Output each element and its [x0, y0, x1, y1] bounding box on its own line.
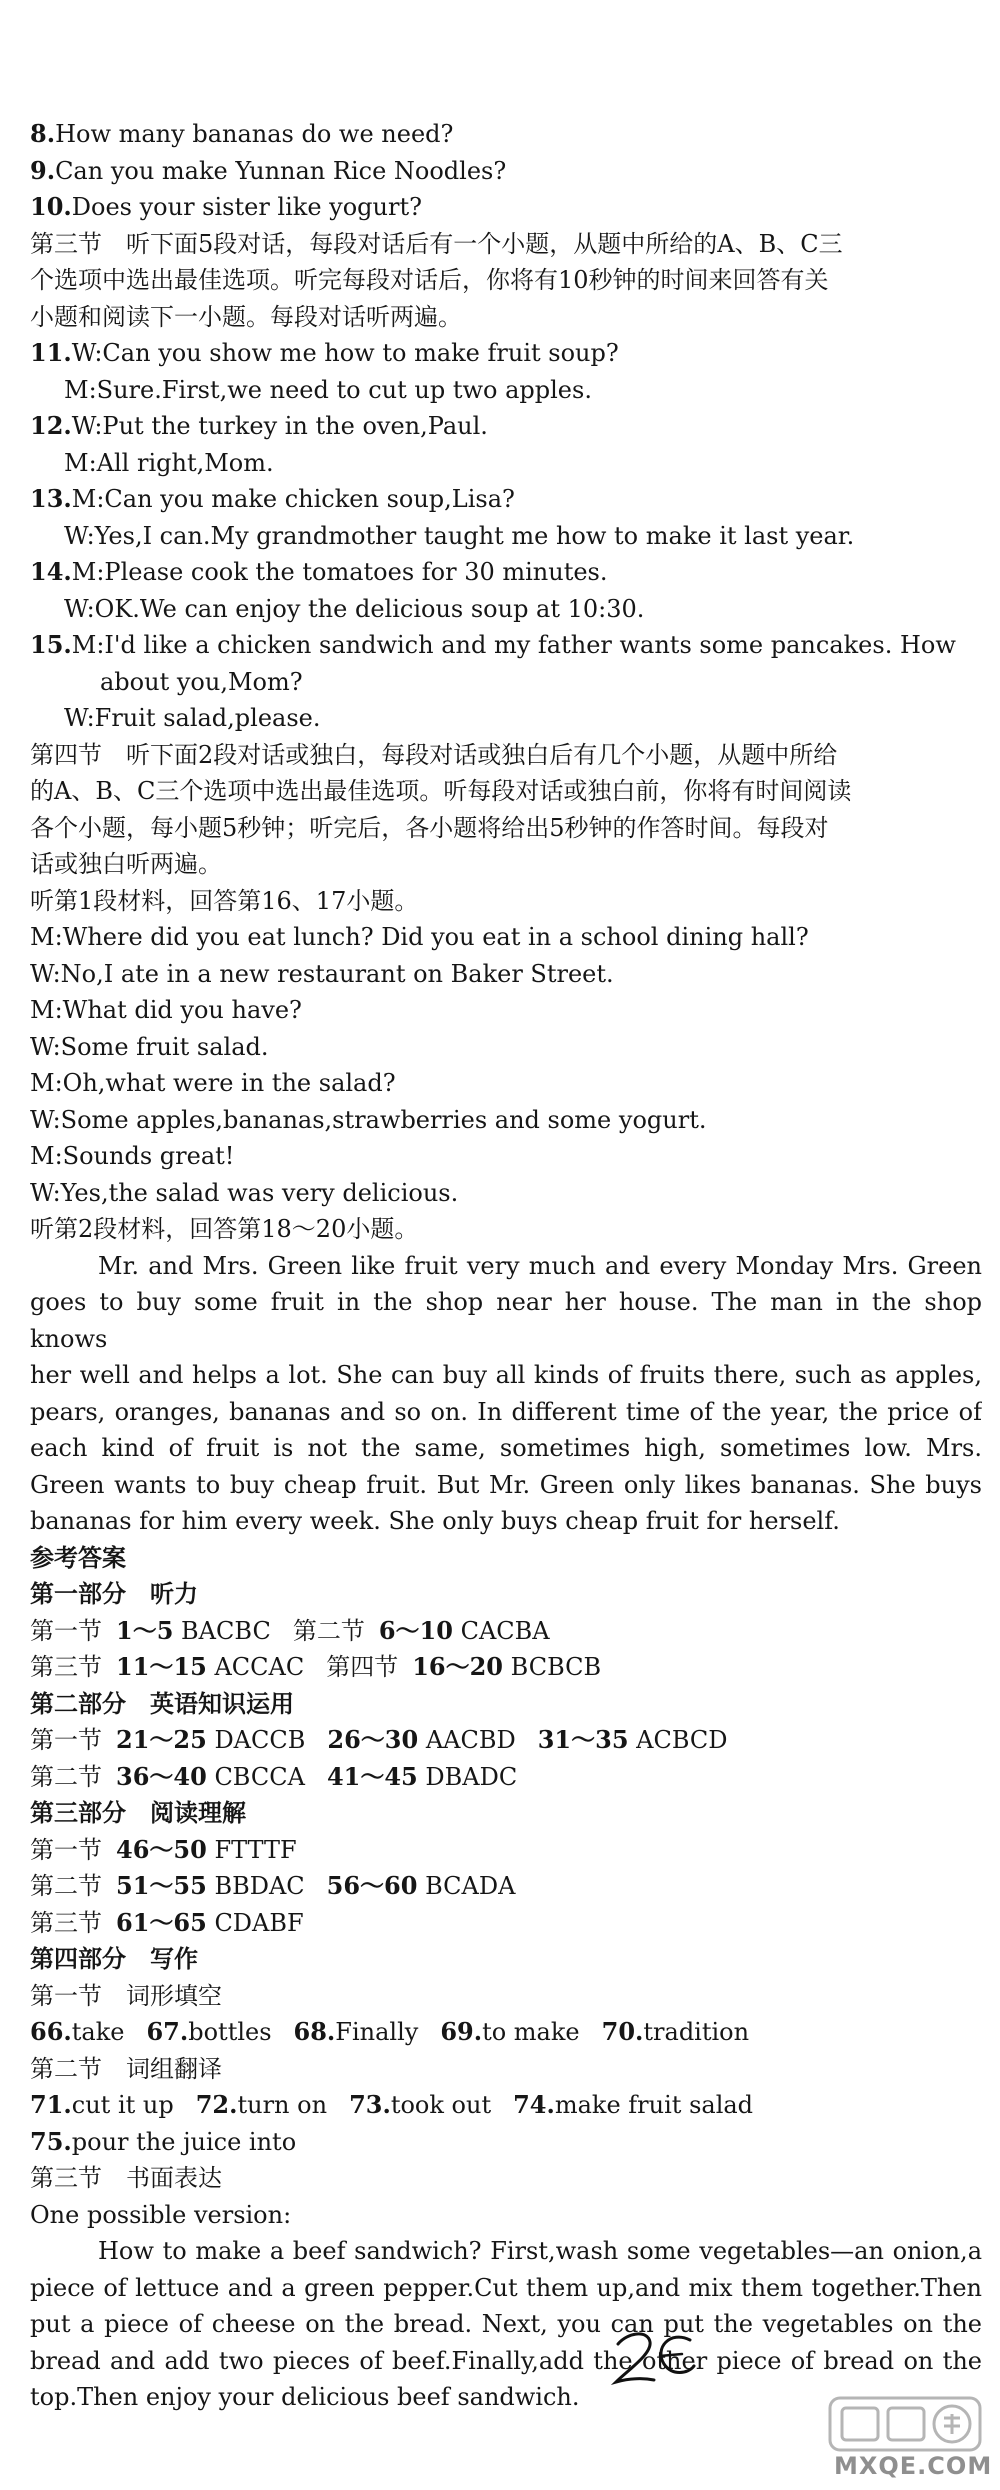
- site-watermark: [822, 2392, 992, 2484]
- material-2-line: Mr. and Mrs. Green like fruit very much and every Monday Mrs. Green: [98, 1251, 982, 1280]
- question-text: Does your sister like yogurt?: [71, 193, 422, 221]
- answer-number: 67.: [146, 2017, 189, 2046]
- dialogue-15-line-2: W:Fruit salad,please.: [64, 704, 321, 732]
- question-number: 13.: [30, 484, 72, 513]
- material-2-line: Green wants to buy cheap fruit. But Mr. Green only likes bananas. She buys: [30, 1470, 982, 1499]
- question-number: 9.: [30, 155, 56, 185]
- question-number: 10.: [30, 192, 72, 221]
- dialogue-11-line-2: M:Sure.First,we need to cut up two apples.: [64, 375, 592, 404]
- dialogue-15-line-1: [30, 627, 982, 664]
- answer-code: DBADC: [425, 1762, 518, 1791]
- material-1-line: M:Sounds great!: [30, 1142, 235, 1170]
- material-1-heading: 听第1段材料，回答第16、17小题。: [30, 886, 419, 915]
- writing-section-2-heading: [30, 2051, 982, 2088]
- section-label: 第三节: [30, 1908, 102, 1937]
- material-1-line: M:Where did you eat lunch? Did you eat in a school dining hall?: [30, 923, 809, 951]
- essay-line: How to make a beef sandwich? First,wash some vegetables—an onion,a: [98, 2237, 982, 2265]
- material-2-line: each kind of fruit is not the same, sometimes high, sometimes low. Mrs.: [30, 1434, 982, 1462]
- answer-row: [30, 1868, 982, 1905]
- section3-instruction-line: 小题和阅读下一小题。每段对话听两遍。: [30, 302, 462, 331]
- dialogue-12-line-2: M:All right,Mom.: [64, 448, 274, 477]
- section3-instruction-line: 第三节 听下面5段对话，每段对话后有一个小题，从题中所给的A、B、C三: [30, 229, 843, 258]
- material-2-line: goes to buy some fruit in the shop near her house. The man in the shop knows: [30, 1288, 982, 1353]
- answer-code: FTTTF: [214, 1835, 297, 1864]
- section-label: 第四节: [326, 1653, 399, 1681]
- question-number: 11.: [30, 338, 72, 367]
- section4-instruction-line: 各个小题，每小题5秒钟；听完后，各小题将给出5秒钟的作答时间。每段对: [30, 813, 829, 842]
- question-8: [30, 116, 982, 153]
- essay-line: piece of lettuce and a green pepper.Cut them up,and mix them together.Then: [30, 2273, 982, 2302]
- question-number: 12.: [30, 411, 72, 440]
- watermark-logo-icon: [822, 2392, 992, 2456]
- answer-range: 11～15: [116, 1652, 207, 1681]
- answer-code: ACBCD: [636, 1726, 728, 1754]
- dialogue-text: M:I'd like a chicken sandwich and my father wants some pancakes. How: [71, 631, 956, 659]
- section3-instruction-line: 个选项中选出最佳选项。听完每段对话后，你将有10秒钟的时间来回答有关: [30, 266, 829, 294]
- answer-code: BBDAC: [214, 1872, 305, 1900]
- translation-answer-75: [30, 2124, 982, 2161]
- answer-code: CBCCA: [214, 1762, 305, 1791]
- question-text: Can you make Yunnan Rice Noodles?: [55, 156, 507, 185]
- section-label: 第二节: [30, 2054, 102, 2083]
- answer-code: DACCB: [214, 1726, 306, 1754]
- material-1-line: W:No,I ate in a new restaurant on Baker Street.: [30, 959, 614, 988]
- section4-instruction-line: 的A、B、C三个选项中选出最佳选项。听每段对话或独白前，你将有时间阅读: [30, 777, 852, 805]
- answer-word: bottles: [188, 2018, 272, 2046]
- dialogue-14-line-1: [30, 554, 982, 591]
- dialogue-text: W:Can you show me how to make fruit soup?: [71, 339, 619, 367]
- answer-range: 61～65: [116, 1907, 207, 1937]
- answer-code: BACBC: [181, 1616, 271, 1645]
- version-label: One possible version:: [30, 2200, 292, 2229]
- answer-range: 56～60: [326, 1871, 418, 1900]
- part-4-title: 第四部分 写作: [30, 1944, 198, 1973]
- essay-line: put a piece of cheese on the bread. Next, you can put the vegetables on the: [30, 2310, 982, 2338]
- answer-range: 6～10: [378, 1615, 453, 1645]
- part-3-title: 第三部分 阅读理解: [30, 1798, 246, 1827]
- question-number: 8.: [30, 119, 56, 148]
- material-1-line: W:Some fruit salad.: [30, 1032, 269, 1061]
- part-2-title: 第二部分 英语知识运用: [30, 1688, 294, 1718]
- answer-code: BCADA: [425, 1872, 516, 1900]
- answer-word: Finally: [335, 2018, 419, 2046]
- answer-range: 46～50: [116, 1834, 207, 1864]
- part-1-title: 第一部分 听力: [30, 1579, 198, 1608]
- page-content: [30, 116, 982, 2416]
- section-label: 第一节: [30, 1835, 102, 1864]
- answer-range: 41～45: [326, 1761, 418, 1791]
- section-label: 第三节: [30, 1653, 102, 1681]
- answer-range: 21～25: [116, 1725, 207, 1754]
- answer-range: 1～5: [116, 1615, 174, 1645]
- fill-answers-row: [30, 2014, 982, 2051]
- dialogue-13-line-2: W:Yes,I can.My grandmother taught me how to make it last year.: [64, 521, 855, 550]
- answer-phrase: make fruit salad: [554, 2091, 754, 2119]
- answer-range: 51～55: [116, 1871, 207, 1900]
- answer-phrase: turn on: [237, 2091, 328, 2119]
- answer-number: 72.: [195, 2090, 238, 2119]
- material-2-heading: 听第2段材料，回答第18～20小题。: [30, 1215, 419, 1243]
- answer-range: 31～35: [537, 1725, 629, 1754]
- answer-row: [30, 1613, 982, 1650]
- answer-code: AACBD: [425, 1726, 516, 1754]
- question-10: [30, 189, 982, 226]
- section-label: 第一节: [30, 1981, 102, 2010]
- essay-line: bread and add two pieces of beef.Finally,add the other piece of bread on the: [30, 2346, 982, 2375]
- material-1-line: W:Yes,the salad was very delicious.: [30, 1178, 459, 1207]
- answer-number: 69.: [440, 2017, 483, 2046]
- section-label: 第三节: [30, 2164, 102, 2192]
- material-2-line: her well and helps a lot. She can buy all kinds of fruits there, such as apples,: [30, 1361, 982, 1389]
- answer-number: 66.: [30, 2017, 72, 2046]
- writing-section-3-heading: [30, 2160, 982, 2197]
- dialogue-11-line-1: [30, 335, 982, 372]
- dialogue-13-line-1: [30, 481, 982, 518]
- answer-number: 73.: [349, 2090, 391, 2119]
- dialogue-text: M:Can you make chicken soup,Lisa?: [71, 485, 515, 513]
- answer-code: CACBA: [460, 1616, 550, 1645]
- dialogue-14-line-2: W:OK.We can enjoy the delicious soup at 10:30.: [64, 594, 645, 623]
- material-1-line: M:Oh,what were in the salad?: [30, 1069, 396, 1097]
- dialogue-text: M:Please cook the tomatoes for 30 minutes.: [71, 558, 608, 586]
- question-number: 15.: [30, 630, 72, 659]
- section-topic: 词形填空: [126, 1981, 222, 2010]
- section4-instruction-line: 话或独白听两遍。: [30, 850, 222, 878]
- answer-word: take: [71, 2018, 125, 2046]
- material-2-line: pears, oranges, bananas and so on. In different time of the year, the price of: [30, 1397, 982, 1426]
- answer-number: 68.: [293, 2017, 336, 2046]
- answer-number: 75.: [30, 2126, 72, 2156]
- translation-answers-row: [30, 2087, 982, 2124]
- question-9: [30, 153, 982, 190]
- answer-code: BCBCB: [510, 1653, 602, 1681]
- answer-key-title: 参考答案: [30, 1542, 126, 1572]
- answer-range: 26～30: [327, 1725, 419, 1754]
- section-topic: 词组翻译: [126, 2054, 222, 2083]
- handwritten-page-mark: [610, 2322, 700, 2392]
- answer-code: CDABF: [214, 1908, 304, 1937]
- section-topic: 书面表达: [126, 2164, 222, 2192]
- answer-row: [30, 1722, 982, 1759]
- dialogue-15-line-1-cont: about you,Mom?: [100, 667, 303, 696]
- answer-number: 71.: [30, 2090, 72, 2119]
- watermark-text: MXQE.COM: [834, 2452, 993, 2480]
- answer-row: [30, 1759, 982, 1796]
- material-2-line: bananas for him every week. She only buys cheap fruit for herself.: [30, 1507, 840, 1535]
- answer-code: ACCAC: [214, 1653, 305, 1681]
- answer-number: 74.: [513, 2090, 555, 2119]
- section-label: 第二节: [30, 1762, 102, 1791]
- answer-phrase: cut it up: [71, 2091, 174, 2119]
- answer-phrase: took out: [390, 2091, 492, 2119]
- question-text: How many bananas do we need?: [55, 120, 454, 148]
- writing-section-1-heading: [30, 1978, 982, 2015]
- answer-phrase: pour the juice into: [71, 2127, 297, 2156]
- essay-line: top.Then enjoy your delicious beef sandwich.: [30, 2383, 580, 2411]
- dialogue-12-line-1: [30, 408, 982, 445]
- section4-instruction-line: 第四节 听下面2段对话或独白，每段对话或独白后有几个小题，从题中所给: [30, 740, 838, 769]
- answer-row: [30, 1649, 982, 1686]
- answer-number: 70.: [601, 2017, 644, 2046]
- answer-word: to make: [482, 2018, 580, 2046]
- answer-row: [30, 1905, 982, 1942]
- section-label: 第一节: [30, 1726, 102, 1754]
- answer-range: 36～40: [116, 1761, 207, 1791]
- dialogue-text: W:Put the turkey in the oven,Paul.: [71, 412, 488, 440]
- section-label: 第一节: [30, 1616, 102, 1645]
- material-1-line: M:What did you have?: [30, 996, 302, 1024]
- material-1-line: W:Some apples,bananas,strawberries and some yogurt.: [30, 1105, 707, 1134]
- answer-range: 16～20: [412, 1652, 503, 1681]
- question-number: 14.: [30, 557, 72, 586]
- section-label: 第二节: [292, 1616, 365, 1645]
- section-label: 第二节: [30, 1872, 102, 1900]
- answer-row: [30, 1832, 982, 1869]
- answer-word: tradition: [643, 2018, 750, 2046]
